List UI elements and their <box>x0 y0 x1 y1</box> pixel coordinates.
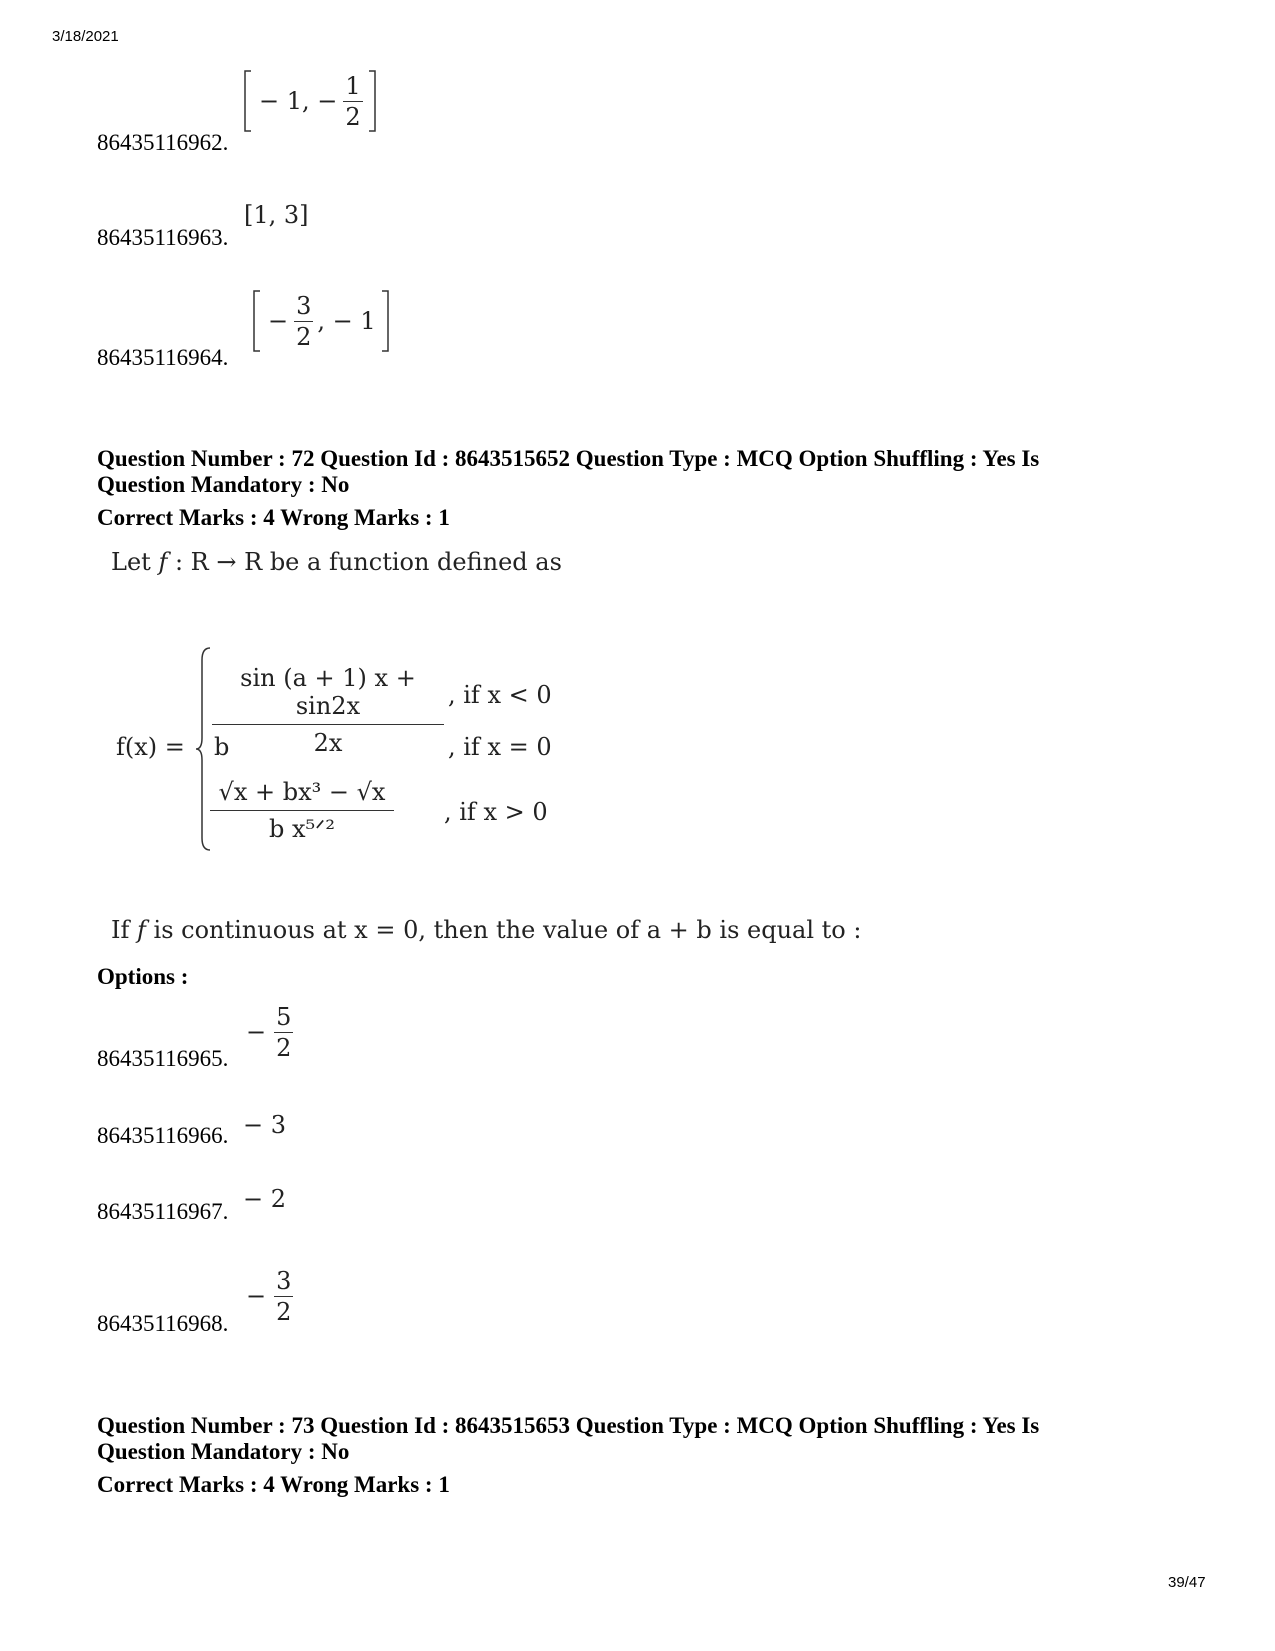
right-bracket <box>380 289 390 353</box>
numerator: 3 <box>276 1266 292 1295</box>
case3-denominator: b x⁵ᐟ² <box>269 815 335 843</box>
left-bracket <box>243 69 253 133</box>
denominator: 2 <box>276 1033 292 1062</box>
case1-fraction <box>212 664 444 757</box>
numerator: 5 <box>276 1002 292 1031</box>
option-id: 86435116964. <box>97 345 229 370</box>
option-math: − 3 <box>243 1111 287 1139</box>
page-number: 39/47 <box>1168 1574 1206 1591</box>
stem-text: Let <box>111 548 151 576</box>
option-math: − 2 <box>243 1185 287 1213</box>
right-bracket <box>367 69 377 133</box>
question-prompt <box>111 916 861 944</box>
print-date: 3/18/2021 <box>52 28 119 45</box>
stem-text: is continuous at x = 0, then the value of a + b is equal to : <box>153 916 862 944</box>
case3-fraction <box>210 778 394 843</box>
options-label: Options : <box>97 964 189 989</box>
fraction <box>294 291 313 351</box>
question-mandatory: Question Mandatory : No <box>97 1439 350 1464</box>
option-math <box>243 68 377 134</box>
function-symbol: f <box>158 548 168 576</box>
stem-text: : R → R be a function defined as <box>174 548 562 576</box>
option-math <box>246 1000 293 1064</box>
option-text: − 1, − <box>259 87 338 115</box>
denominator: 2 <box>345 102 361 131</box>
fraction <box>274 1266 293 1326</box>
question-header: Question Number : 73 Question Id : 8643515653 Question Type : MCQ Option Shuffling : Yes Is <box>97 1413 1040 1438</box>
function-label: f(x) = <box>116 733 185 761</box>
denominator: 2 <box>276 1297 292 1326</box>
option-id: 86435116966. <box>97 1123 229 1148</box>
function-symbol: f <box>137 916 146 944</box>
option-id: 86435116963. <box>97 225 229 250</box>
question-marks: Correct Marks : 4 Wrong Marks : 1 <box>97 1472 450 1497</box>
numerator: 3 <box>296 291 312 320</box>
option-math <box>252 288 390 354</box>
question-header: Question Number : 72 Question Id : 8643515652 Question Type : MCQ Option Shuffling : Yes Is <box>97 446 1040 471</box>
option-math: [1, 3] <box>244 201 309 229</box>
option-math <box>246 1264 293 1328</box>
case3-condition: , if x > 0 <box>444 798 548 826</box>
numerator: 1 <box>345 71 361 100</box>
question-stem <box>111 548 562 576</box>
denominator: 2 <box>296 322 312 351</box>
option-id: 86435116968. <box>97 1311 229 1336</box>
case1-denominator: 2x <box>313 729 343 757</box>
case2-condition: , if x = 0 <box>448 733 552 761</box>
case2-value: b <box>214 733 230 761</box>
minus-sign: − <box>246 1282 267 1310</box>
option-id: 86435116967. <box>97 1199 229 1224</box>
option-text: , − 1 <box>317 307 376 335</box>
case1-numerator: sin (a + 1) x + sin2x <box>212 664 444 725</box>
minus-sign: − <box>246 1018 267 1046</box>
minus-sign: − <box>268 307 289 335</box>
option-id: 86435116965. <box>97 1046 229 1071</box>
stem-text: If <box>111 916 130 944</box>
case3-numerator: √x + bx³ − √x <box>210 778 394 811</box>
question-marks: Correct Marks : 4 Wrong Marks : 1 <box>97 505 450 530</box>
fraction <box>274 1002 293 1062</box>
question-mandatory: Question Mandatory : No <box>97 472 350 497</box>
case1-condition: , if x < 0 <box>448 681 552 709</box>
fraction <box>343 71 362 131</box>
option-id: 86435116962. <box>97 130 229 155</box>
left-bracket <box>252 289 262 353</box>
